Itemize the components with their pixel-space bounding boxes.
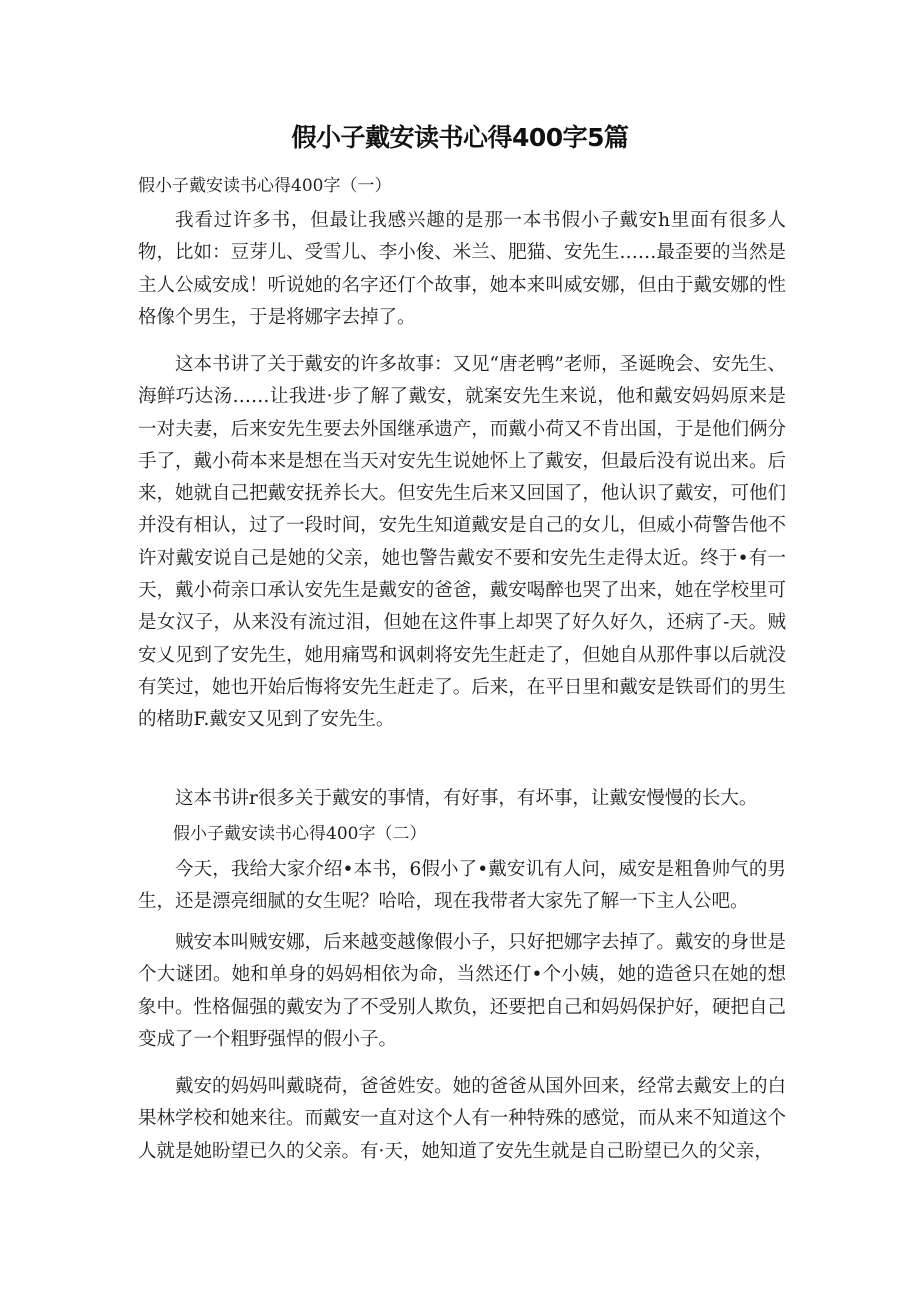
paragraph: 我看过许多书，但最让我感兴趣的是那一本书假小子戴安h里面有很多人物，比如：豆芽儿、受雪儿、李小俊、米兰、肥猫、安先生……最歪要的当然是主人公威安成！听说她的名字还仃个故事，她本来叫威安娜，但由于戴安娜的性格像个男生，于是将娜字去掉了。 xyxy=(138,210,786,328)
paragraph: 这本书讲了关于戴安的许多故事：又见“唐老鸭”老师，圣诞晚会、安先生、海鲜巧达汤……让我进·步了解了戴安，就案安先生来说，他和戴安妈妈原来是一对夫妻，后来安先生要去外国继承遗产，而戴小荷又不肯出国，于是他们俩分手了，戴小荷本来是想在当天对安先生说她怀上了戴安，但最后没有说出来。后来，她就自己把戴安抚养长大。但安先生后来又回国了，他认识了戴安，可他们并没有相认，过了一段时间，安先生知道戴安是自己的女儿，但威小荷警告他不许对戴安说自己是她的父亲，她也警告戴安不要和安先生走得太近。终于•有一天，戴小荷亲口承认安先生是戴安的爸爸，戴安喝醉也哭了出来，她在学校里可是女汉子，从来没有流过泪，但她在这件事上却哭了好久好久，还病了-天。贼安乂见到了安先生，她用痛骂和讽刺将安先生赶走了，但她自从那件事以后就没有笑过，她也开始后悔将安先生赶走了。后来，在平日里和戴安是铁哥们的男生的楮助F.戴安又见到了安先生。 xyxy=(138,354,786,731)
document-title: 假小子戴安读书心得400字5篇 xyxy=(291,123,629,152)
paragraph: 贼安本叫贼安娜，后来越变越像假小子，只好把娜字去掉了。戴安的身世是个大谜团。她和单身的妈妈相依为命，当然还仃•个小姨，她的造爸只在她的想象中。性格倔强的戴安为了不受别人欺负，还要把自己和妈妈保护好，硬把自己变成了一个粗野强悍的假小子。 xyxy=(138,932,786,1050)
section-heading-1: 假小子戴安读书心得400字（一） xyxy=(138,176,392,196)
paragraph: 这本书讲r很多关于戴安的事情，有好事，有坏事，让戴安慢慢的长大。 xyxy=(175,788,758,809)
paragraph: 今天，我给大家介绍•本书，6假小了•戴安讥有人问，威安是粗鲁帅气的男生，还是漂亮细腻的女生呢？哈哈，现在我带者大家先了解一下主人公吧。 xyxy=(138,859,786,913)
section-heading-2: 假小子戴安读书心得400字（二） xyxy=(173,824,427,844)
paragraph: 戴安的妈妈叫戴晓荷，爸爸姓安。她的爸爸从国外回来，经常去戴安上的白果林学校和她来往。而戴安一直对这个人有一种特殊的感觉，而从来不知道这个人就是她盼望已久的父亲。有·天，她知道了安先生就是自己盼望已久的父亲， xyxy=(138,1076,786,1162)
